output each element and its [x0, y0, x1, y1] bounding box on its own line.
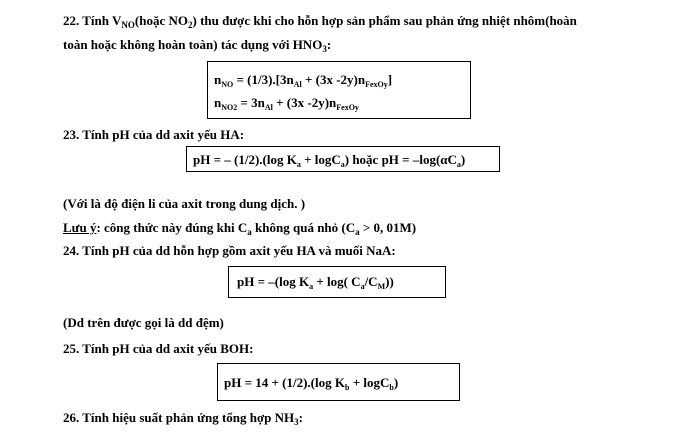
item23-note1: (Với là độ điện li của axit trong dung dịch. ) — [63, 196, 306, 211]
subscript: b — [344, 383, 350, 392]
subscript: FexOy — [336, 103, 359, 112]
text: = 3n — [237, 95, 265, 110]
text: : công thức này đúng khi C — [96, 220, 248, 235]
subscript: a — [355, 227, 360, 237]
subscript: 3 — [294, 417, 299, 427]
text: ) hoặc pH = –log(αC — [344, 152, 457, 167]
subscript: a — [296, 160, 301, 169]
formula-box-23 — [186, 146, 500, 172]
subscript: a — [247, 227, 252, 237]
subscript: a — [340, 160, 345, 169]
item24-title: 24. Tính pH của dd hỗn hợp gồm axit yếu HA và muối NaA: — [63, 243, 396, 258]
note-label: Lưu ý — [63, 220, 97, 235]
formula-box-25 — [217, 363, 460, 401]
text: + (3x -2y)n — [301, 72, 366, 87]
subscript: Al — [293, 80, 302, 89]
subscript: Al — [264, 103, 273, 112]
formula-box-22 — [207, 61, 471, 119]
text: ] — [387, 72, 393, 87]
text: > 0, 01M) — [359, 220, 417, 235]
text: + log( C — [313, 274, 361, 289]
text: = (1/3).[3n — [233, 72, 294, 87]
text: 22. Tính V — [63, 13, 122, 28]
item25-title: 25. Tính pH của dd axit yếu BOH: — [63, 341, 254, 356]
item24-note: (Dd trên được gọi là dd đệm) — [63, 315, 224, 330]
text: n — [214, 95, 222, 110]
subscript: M — [377, 282, 386, 291]
item26-title — [63, 410, 303, 430]
text: n — [214, 72, 222, 87]
formula-nno2 — [214, 95, 359, 115]
text: + (3x -2y)n — [272, 95, 337, 110]
formula-box-24 — [228, 266, 446, 298]
item22-line2 — [63, 37, 331, 57]
subscript: FexOy — [365, 80, 388, 89]
formula-ph-buffer — [237, 274, 394, 294]
subscript: a — [309, 282, 314, 291]
text: /C — [364, 274, 378, 289]
text: : — [326, 37, 332, 52]
text: )) — [385, 274, 394, 289]
item23-note2 — [63, 220, 416, 240]
subscript: b — [389, 383, 394, 392]
subscript: 2 — [188, 20, 193, 30]
text: không quá nhỏ (C — [251, 220, 356, 235]
subscript: NO — [121, 20, 135, 30]
formula-ph-weak-base — [224, 375, 398, 395]
text: pH = –(log K — [237, 274, 310, 289]
text: ) thu được khi cho hỗn hợp sản phẩm sau phản ứng nhiệt nhôm(hoàn — [192, 13, 577, 28]
item22-line1 — [63, 13, 577, 33]
text: toàn hoặc không hoàn toàn) tác dụng với HNO — [63, 37, 323, 52]
text: : — [298, 410, 303, 425]
formula-nno — [214, 72, 392, 92]
text: + logC — [349, 375, 390, 390]
item23-title: 23. Tính pH của dd axit yếu HA: — [63, 127, 245, 142]
text: ) — [393, 375, 399, 390]
subscript: a — [456, 160, 461, 169]
text: pH = 14 + (1/2).(log K — [224, 375, 345, 390]
text: 26. Tính hiệu suất phản ứng tổng hợp NH — [63, 410, 295, 425]
subscript: NO — [221, 80, 234, 89]
text: ) — [460, 152, 466, 167]
subscript: NO2 — [221, 103, 238, 112]
text: (hoặc NO — [134, 13, 189, 28]
formula-ph-weak-acid — [193, 152, 465, 172]
text: + logC — [300, 152, 341, 167]
subscript: 3 — [322, 44, 327, 54]
text: pH = – (1/2).(log K — [193, 152, 297, 167]
subscript: a — [360, 282, 365, 291]
